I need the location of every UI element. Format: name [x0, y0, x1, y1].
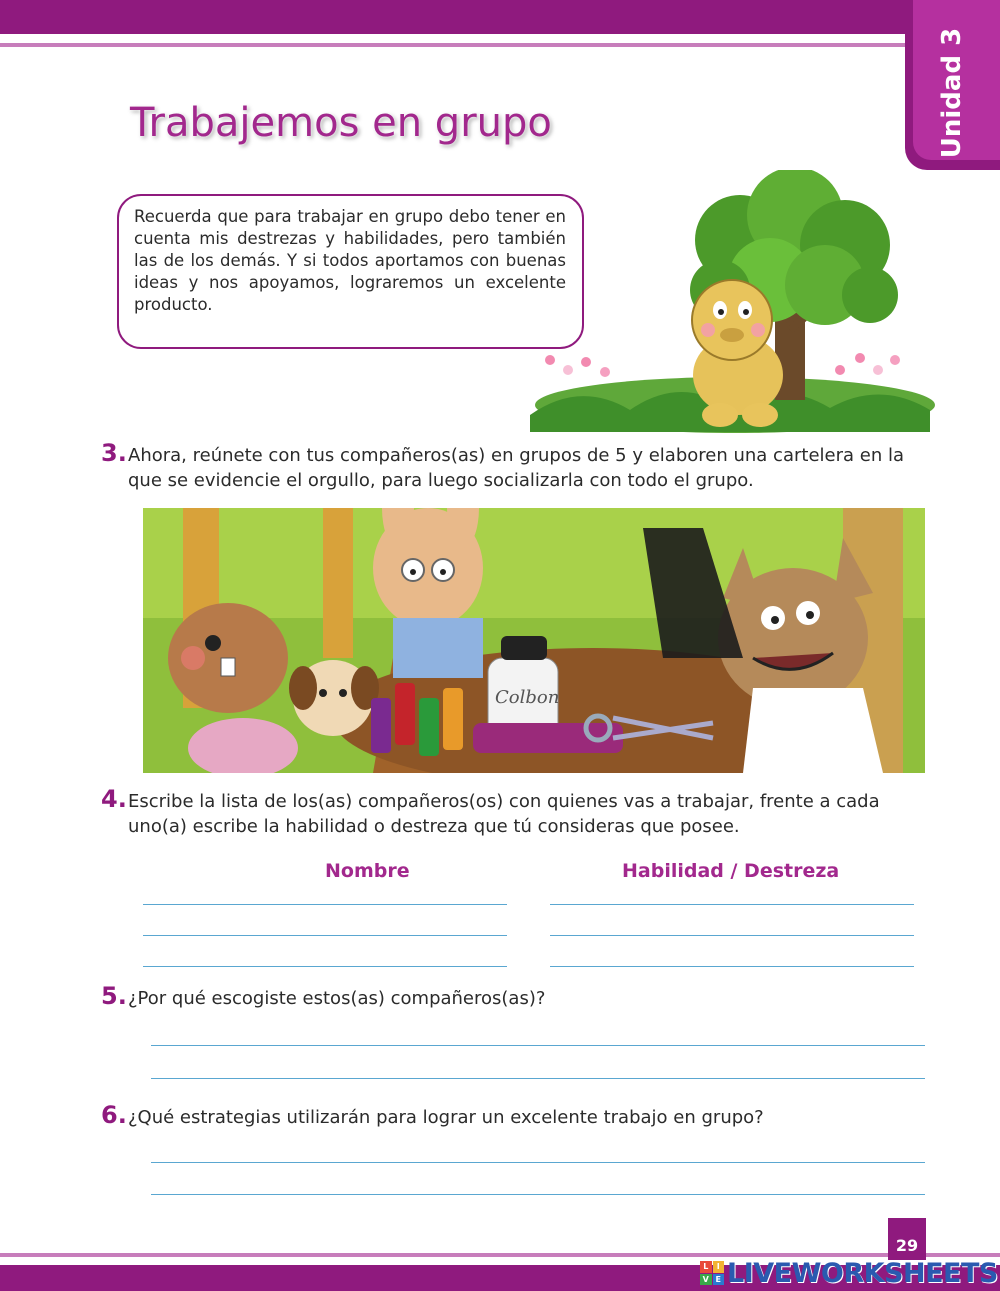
question-number: 4.: [101, 785, 127, 813]
answer-line-5b[interactable]: [151, 1078, 925, 1079]
footer-divider: [0, 1253, 1000, 1257]
page-title: Trabajemos en grupo: [130, 100, 552, 146]
question-text: Ahora, reúnete con tus compañeros(as) en grupos de 5 y elaboren una cartelera en la que se evidencie el orgullo, para luego socializarla con todo el grupo.: [128, 445, 904, 491]
name-line-3[interactable]: [143, 966, 507, 967]
answer-line-6b[interactable]: [151, 1194, 925, 1195]
watermark-text: LIVEWORKSHEETS: [727, 1257, 998, 1289]
name-line-1[interactable]: [143, 904, 507, 905]
liveworksheets-watermark[interactable]: [700, 1258, 998, 1288]
question-5: [101, 982, 931, 1011]
header-divider: [0, 43, 905, 47]
question-3: [101, 439, 931, 493]
glue-jar-label: Colbon: [495, 687, 560, 708]
skill-line-3[interactable]: [550, 966, 914, 967]
skill-line-1[interactable]: [550, 904, 914, 905]
question-4: [101, 785, 931, 839]
question-6: [101, 1101, 931, 1130]
question-number: 6.: [101, 1101, 127, 1129]
question-text: ¿Qué estrategias utilizarán para lograr un excelente trabajo en grupo?: [128, 1107, 764, 1128]
name-line-2[interactable]: [143, 935, 507, 936]
liveworksheets-logo-icon: L I V E: [700, 1261, 724, 1285]
reminder-box: Recuerda que para trabajar en grupo debo tener en cuenta mis destrezas y habilidades, pero también las de los demás. Y si todos aportamos con buenas ideas y nos apoyamos, lograremos un excelente producto.: [117, 194, 584, 349]
question-text: Escribe la lista de los(as) compañeros(os) con quienes vas a trabajar, frente a cada uno(a) escribe la habilidad o destreza que tú consideras que posee.: [128, 791, 880, 837]
column-header-skill: Habilidad / Destreza: [622, 860, 840, 882]
answer-line-5a[interactable]: [151, 1045, 925, 1046]
column-header-name: Nombre: [325, 860, 410, 882]
animals-crafting-illustration: [143, 508, 925, 773]
answer-line-6a[interactable]: [151, 1162, 925, 1163]
unit-label: Unidad 3: [937, 27, 967, 159]
page-number: 29: [888, 1218, 926, 1260]
tree-lion-illustration: [520, 170, 935, 440]
question-number: 3.: [101, 439, 127, 467]
question-number: 5.: [101, 982, 127, 1010]
question-text: ¿Por qué escogiste estos(as) compañeros(as)?: [128, 988, 546, 1009]
header-band: [0, 0, 1000, 34]
skill-line-2[interactable]: [550, 935, 914, 936]
